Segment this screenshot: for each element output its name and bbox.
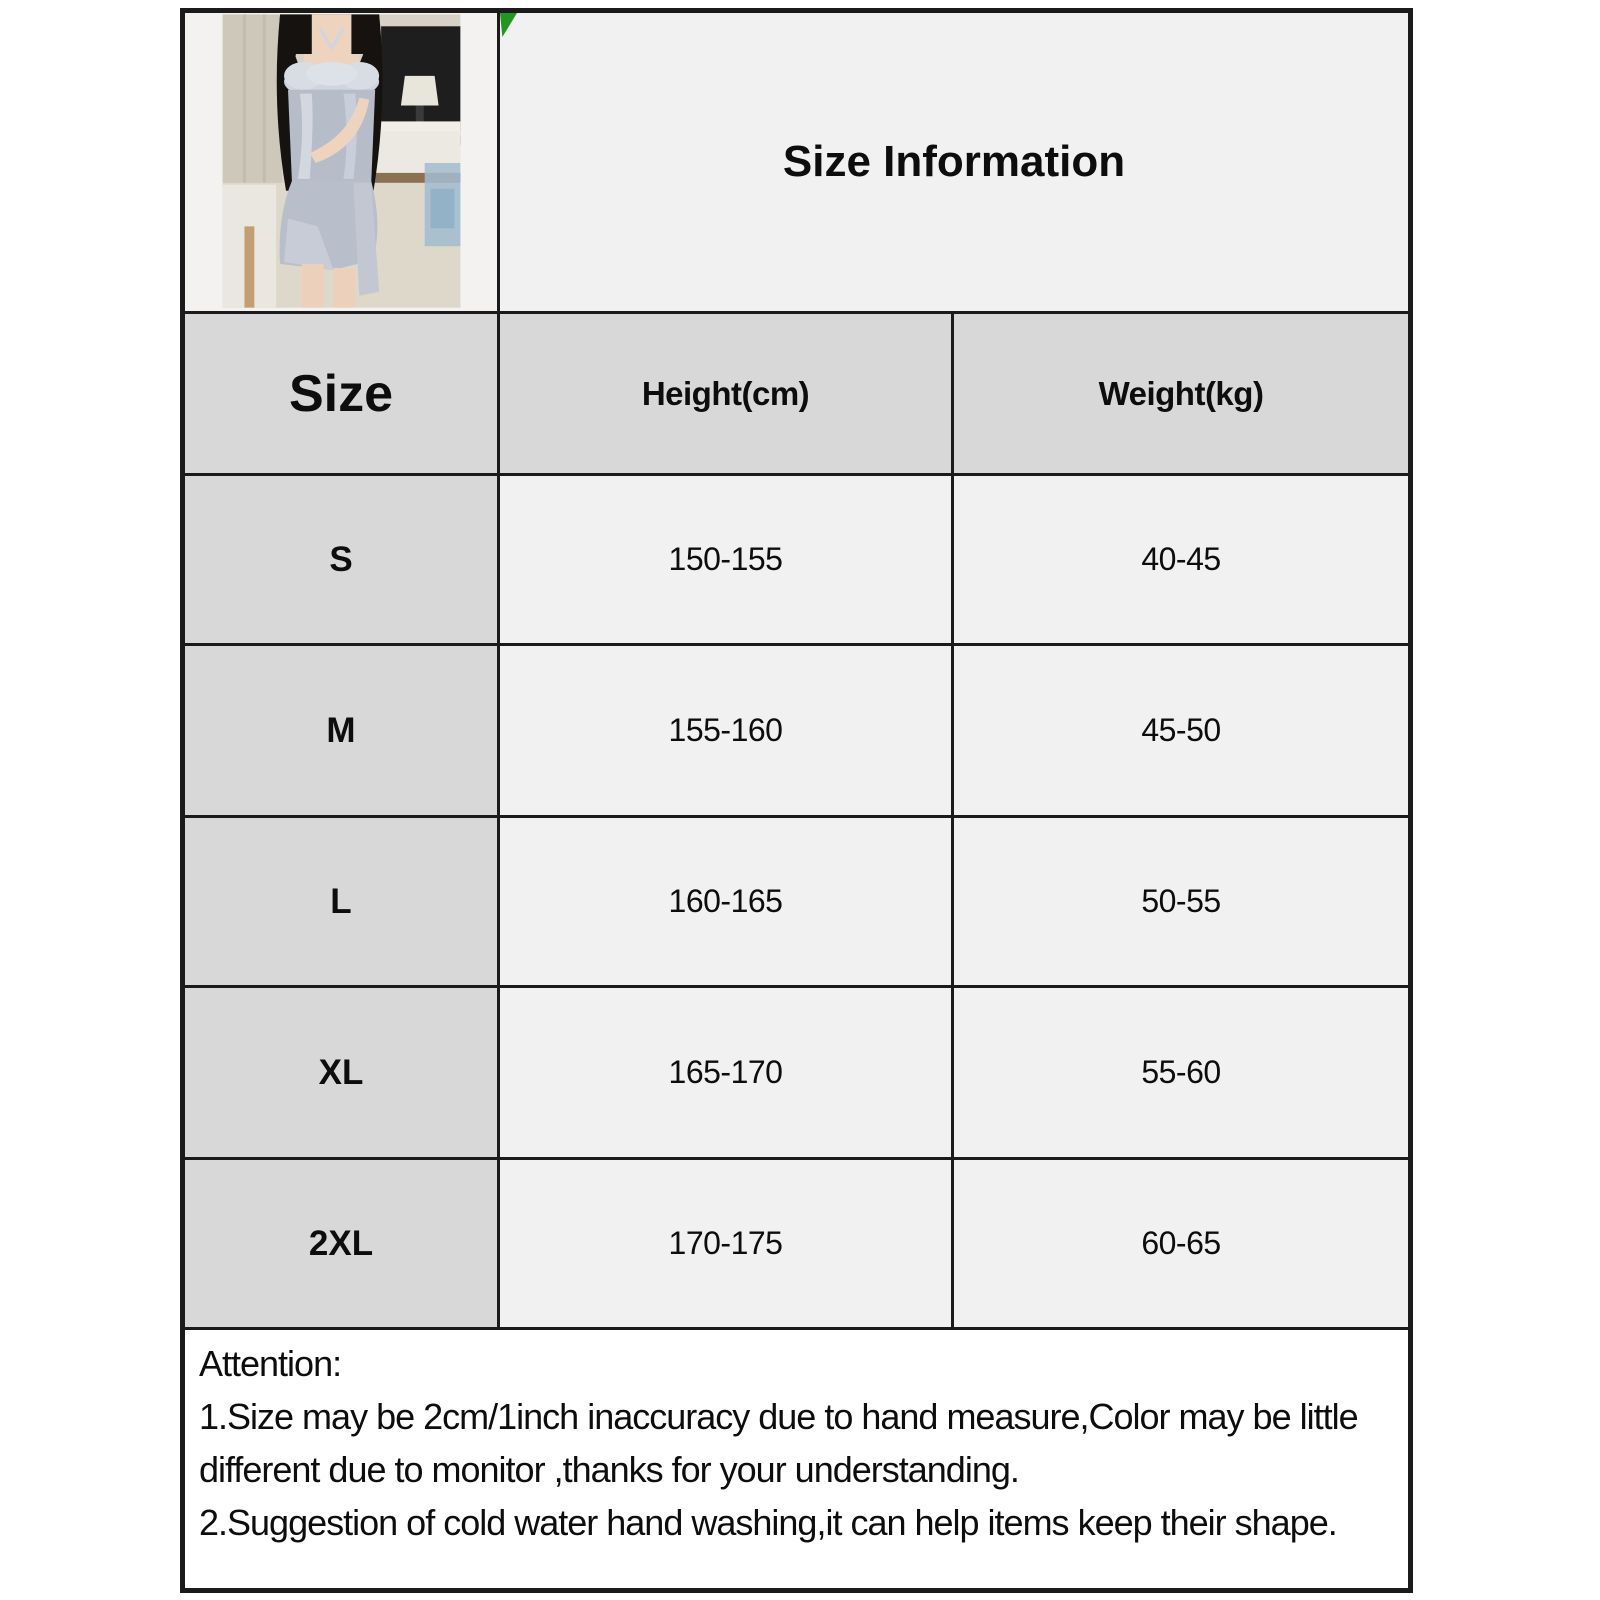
column-header-size: Size (185, 314, 500, 476)
table-row-size-s: S (185, 476, 500, 646)
table-row-size-m: M (185, 646, 500, 818)
title-cell (500, 13, 1408, 314)
green-corner-marker (500, 13, 517, 37)
attention-line-1: 1.Size may be 2cm/1inch inaccuracy due to hand measure,Color may be little different due to monitor ,thanks for your understanding. (199, 1395, 1358, 1490)
page-title: Size Information (782, 137, 1126, 186)
table-cell-height-xl: 165-170 (500, 988, 954, 1160)
product-photo (185, 13, 497, 311)
table-cell-weight-2xl: 60-65 (954, 1160, 1408, 1330)
model-figure (277, 14, 383, 307)
size-chart-table (180, 8, 1413, 1593)
table-row-size-2xl: 2XL (185, 1160, 500, 1330)
table-cell-weight-l: 50-55 (954, 818, 1408, 988)
attention-line-2: 2.Suggestion of cold water hand washing,it can help items keep their shape. (199, 1501, 1337, 1543)
table-cell-height-s: 150-155 (500, 476, 954, 646)
table-cell-weight-xl: 55-60 (954, 988, 1408, 1160)
product-photo-cell (185, 13, 500, 314)
column-header-weight: Weight(kg) (954, 314, 1408, 476)
table-row-size-xl: XL (185, 988, 500, 1160)
table-cell-height-2xl: 170-175 (500, 1160, 954, 1330)
table-cell-height-m: 155-160 (500, 646, 954, 818)
table-cell-weight-s: 40-45 (954, 476, 1408, 646)
table-row-size-l: L (185, 818, 500, 988)
attention-note (185, 1330, 1408, 1588)
table-cell-weight-m: 45-50 (954, 646, 1408, 818)
table-cell-height-l: 160-165 (500, 818, 954, 988)
column-header-height: Height(cm) (500, 314, 954, 476)
attention-heading: Attention: (199, 1343, 342, 1384)
